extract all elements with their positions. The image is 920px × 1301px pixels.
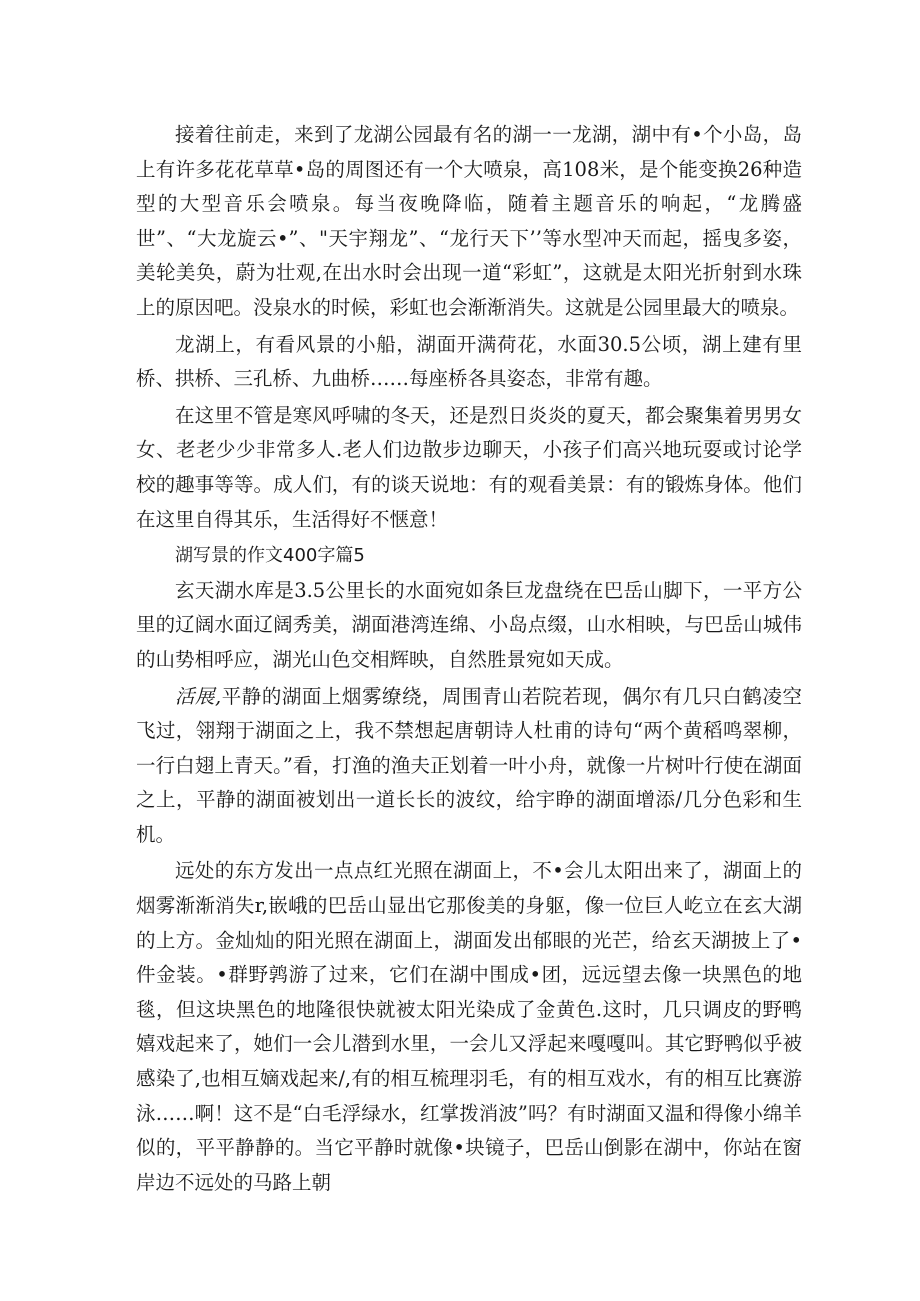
paragraph-seasons-people: 在这里不管是寒风呼啸的冬天，还是烈日炎炎的夏天，都会聚集着男男女女、老老少少非常多人.老人们边散步边聊天，小孩子们高兴地玩耍或讨论学校的趣事等等。成人们，有的谈天说地：有的观看美景：有的锻炼身体。他们在这里自得其乐，生活得好不惬意！ (136, 403, 802, 531)
paragraph-lead-word: 活展, (175, 684, 222, 708)
document-body (136, 118, 802, 1200)
paragraph-dragon-lake-bridges: 龙湖上，有看风景的小船，湖面开满荷花，水面30.5公顷，湖上建有里桥、拱桥、三孔桥、九曲桥……每座桥各具姿态，非常有趣。 (136, 332, 802, 391)
paragraph-xuantian-lake: 玄天湖水库是3.5公里长的水面宛如条巨龙盘绕在巴岳山脚下，一平方公里的辽阔水面辽阔秀美，湖面港湾连绵、小岛点缀，山水相映，与巴岳山城伟的山势相呼应，湖光山色交相辉映，自然胜景宛如天成。 (136, 578, 802, 671)
paragraph-misty-lake (136, 680, 802, 853)
paragraph-misty-lake-text: 平静的湖面上烟雾缭绕，周围青山若院若现，偶尔有几只白鹤凌空飞过，翎翔于湖面之上，我不禁想起唐朝诗人杜甫的诗句“两个黄稻鸣翠柳，一行白翅上青天。”看，打渔的渔夫正划着一叶小舟，就像一片树叶行使在湖面之上，平静的湖面被划出一道长长的波纹，给宇睁的湖面增添/几分色彩和生机。 (136, 684, 802, 846)
paragraph-sunrise-ducks: 远处的东方发出一点点红光照在湖面上，不•会儿太阳出来了，湖面上的烟雾渐渐消失r,嵌峨的巴岳山显出它那俊美的身躯，像一位巨人屹立在玄大湖的上方。金灿灿的阳光照在湖面上，湖面发出郁眼的光芒，给玄天湖披上了•件金装。•群野鹑游了过来，它们在湖中围成•团，远远望去像一块黑色的地毯，但这块黑色的地隆很快就被太阳光染成了金黄色.这时，几只调皮的野鸭嬉戏起来了，她们一会儿潜到水里，一会儿又浮起来嘎嘎叫。其它野鸭似乎被感染了,也相互嫡戏起来/,有的相互梳理羽毛，有的相互戏水，有的相互比赛游泳……啊！这不是“白毛浮绿水，红掌拨消波”吗？有时湖面又温和得像小绵羊似的，平平静静的。当它平静时就像•块镜子，巴岳山倒影在湖中，你站在窗岸边不远处的马路上朝 (136, 859, 802, 1194)
essay-heading: 湖写景的作文400字篇5 (175, 545, 365, 567)
paragraph-dragon-lake-fountain: 接着往前走，来到了龙湖公园最有名的湖一一龙湖，湖中有•个小岛，岛上有许多花花草草•岛的周图还有一个大喷泉，高108米，是个能变换26种造型的大型音乐会喷泉。每当夜晚降临，随着主题音乐的响起，“龙腾盛世”、“大龙旋云•”、"天宇翔龙”、“龙行天下’’等水型冲天而起，摇曳多姿，美轮美奂，蔚为壮观,在出水时会出现一道“彩虹”，这就是太阳光折射到水珠上的原因吧。没泉水的时候，彩虹也会渐渐消失。这就是公园里最大的喷泉。 (136, 123, 802, 319)
